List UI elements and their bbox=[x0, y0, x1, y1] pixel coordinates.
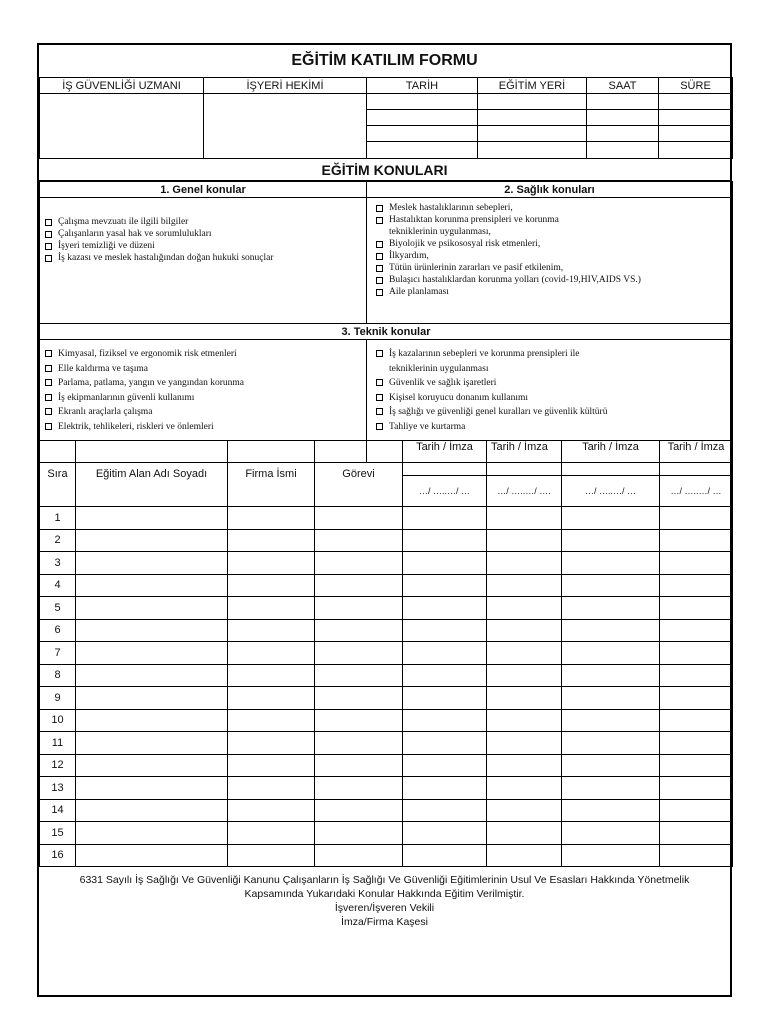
header-col-egitim-yeri: EĞİTİM YERİ bbox=[478, 78, 587, 94]
list-item: Kimyasal, fiziksel ve ergonomik risk etmenleri bbox=[40, 347, 366, 362]
col-tarih-imza-3: Tarih / İmza bbox=[562, 441, 660, 476]
topics-table bbox=[39, 181, 733, 463]
row-input-cell[interactable] bbox=[562, 552, 660, 575]
list-item: Parlama, patlama, yangın ve yangından korunma bbox=[40, 376, 366, 391]
row-input-cell[interactable] bbox=[315, 732, 403, 755]
row-input-cell[interactable] bbox=[660, 642, 733, 665]
table-row bbox=[40, 777, 733, 800]
footer-line-4: İmza/Firma Kaşesi bbox=[341, 916, 428, 928]
row-input-cell[interactable] bbox=[403, 844, 487, 867]
row-input-cell[interactable] bbox=[76, 597, 228, 620]
row-input-cell[interactable] bbox=[315, 642, 403, 665]
row-input-cell[interactable] bbox=[76, 732, 228, 755]
row-input-cell[interactable] bbox=[660, 529, 733, 552]
form-title: EĞİTİM KATILIM FORMU bbox=[39, 45, 730, 78]
row-input-cell[interactable] bbox=[487, 799, 562, 822]
row-input-cell[interactable] bbox=[487, 709, 562, 732]
list-item: Çalışma mevzuatı ile ilgili bilgiler bbox=[40, 216, 366, 228]
row-input-cell[interactable] bbox=[228, 664, 315, 687]
row-input-cell[interactable] bbox=[228, 709, 315, 732]
row-input-cell[interactable] bbox=[228, 844, 315, 867]
list-item: Meslek hastalıklarının sebepleri, bbox=[371, 202, 732, 214]
footer-line-3: İşveren/İşveren Vekili bbox=[334, 902, 435, 914]
row-number: 16 bbox=[40, 844, 76, 867]
section-saglik-body bbox=[367, 198, 733, 324]
genel-list bbox=[40, 216, 366, 264]
row-input-cell[interactable] bbox=[403, 642, 487, 665]
table-row bbox=[40, 687, 733, 710]
row-input-cell[interactable] bbox=[403, 529, 487, 552]
list-item: Ekranlı araçlarla çalışma bbox=[40, 405, 366, 420]
section-genel-body bbox=[40, 198, 367, 324]
saglik-list bbox=[367, 202, 732, 298]
row-input-cell[interactable] bbox=[660, 574, 733, 597]
date-placeholder-4[interactable]: …/ …..…/ … bbox=[660, 476, 733, 507]
row-input-cell[interactable] bbox=[315, 619, 403, 642]
attendance-table bbox=[39, 440, 733, 867]
date-placeholder-2[interactable]: …/ …..…/ …. bbox=[487, 476, 562, 507]
section-saglik-title: 2. Sağlık konuları bbox=[367, 182, 733, 198]
header-col-uzman: İŞ GÜVENLİĞİ UZMANI bbox=[40, 78, 204, 94]
form-frame bbox=[37, 43, 732, 997]
date-placeholder-3[interactable]: …/ …..…/ … bbox=[562, 476, 660, 507]
row-input-cell[interactable] bbox=[403, 507, 487, 530]
col-gorevi: Görevi bbox=[315, 441, 403, 507]
col-sira: Sıra bbox=[40, 441, 76, 507]
table-row bbox=[40, 619, 733, 642]
row-input-cell[interactable] bbox=[562, 529, 660, 552]
row-input-cell[interactable] bbox=[228, 822, 315, 845]
konular-title: EĞİTİM KONULARI bbox=[39, 158, 730, 181]
row-input-cell[interactable] bbox=[403, 687, 487, 710]
row-input-cell[interactable] bbox=[562, 687, 660, 710]
row-input-cell[interactable] bbox=[315, 687, 403, 710]
col-tarih-imza-2: Tarih / İmza bbox=[487, 441, 562, 476]
row-input-cell[interactable] bbox=[228, 777, 315, 800]
row-input-cell[interactable] bbox=[660, 597, 733, 620]
row-input-cell[interactable] bbox=[76, 754, 228, 777]
egitim-yeri-fields[interactable] bbox=[478, 94, 587, 159]
row-input-cell[interactable] bbox=[487, 642, 562, 665]
row-input-cell[interactable] bbox=[403, 822, 487, 845]
row-input-cell[interactable] bbox=[562, 642, 660, 665]
table-row bbox=[40, 552, 733, 575]
hekim-signature-field[interactable] bbox=[204, 94, 367, 159]
row-input-cell[interactable] bbox=[315, 844, 403, 867]
header-col-tarih: TARİH bbox=[367, 78, 478, 94]
row-input-cell[interactable] bbox=[76, 619, 228, 642]
row-input-cell[interactable] bbox=[228, 619, 315, 642]
row-input-cell[interactable] bbox=[403, 777, 487, 800]
table-row bbox=[40, 822, 733, 845]
row-input-cell[interactable] bbox=[315, 822, 403, 845]
row-input-cell[interactable] bbox=[315, 507, 403, 530]
row-input-cell[interactable] bbox=[76, 844, 228, 867]
table-row bbox=[40, 844, 733, 867]
row-input-cell[interactable] bbox=[660, 552, 733, 575]
table-row bbox=[40, 642, 733, 665]
row-input-cell[interactable] bbox=[76, 777, 228, 800]
list-item: Elle kaldırma ve taşıma bbox=[40, 362, 366, 377]
col-tarih-imza-1: Tarih / İmza bbox=[403, 441, 487, 476]
row-input-cell[interactable] bbox=[76, 664, 228, 687]
list-item: Tütün ürünlerinin zararları ve pasif etkilenim, bbox=[371, 262, 732, 274]
row-input-cell[interactable] bbox=[403, 732, 487, 755]
row-input-cell[interactable] bbox=[76, 822, 228, 845]
row-input-cell[interactable] bbox=[660, 687, 733, 710]
row-input-cell[interactable] bbox=[562, 844, 660, 867]
list-item-continuation: tekniklerinin uygulanması, bbox=[389, 227, 491, 237]
list-item: Biyolojik ve psikososyal risk etmenleri, bbox=[371, 238, 732, 250]
row-input-cell[interactable] bbox=[660, 709, 733, 732]
row-input-cell[interactable] bbox=[403, 664, 487, 687]
row-input-cell[interactable] bbox=[315, 709, 403, 732]
row-number: 9 bbox=[40, 687, 76, 710]
row-input-cell[interactable] bbox=[660, 754, 733, 777]
row-input-cell[interactable] bbox=[76, 507, 228, 530]
row-input-cell[interactable] bbox=[403, 709, 487, 732]
table-row bbox=[40, 709, 733, 732]
row-input-cell[interactable] bbox=[487, 507, 562, 530]
row-input-cell[interactable] bbox=[315, 777, 403, 800]
attendance-rows bbox=[40, 507, 733, 867]
row-input-cell[interactable] bbox=[660, 619, 733, 642]
footer-line-1: 6331 Sayılı İş Sağlığı Ve Güvenliği Kanunu Çalışanların İş Sağlığı Ve Güvenliği Eğitimlerinin Usul Ve Esasları Hakkında Yönetmelik bbox=[79, 874, 690, 886]
col-firma: Firma İsmi bbox=[228, 441, 315, 507]
list-item: Hastalıktan korunma prensipleri ve korunma bbox=[371, 214, 732, 226]
table-row bbox=[40, 799, 733, 822]
row-input-cell[interactable] bbox=[315, 574, 403, 597]
teknik-list-right bbox=[367, 347, 732, 434]
row-number: 2 bbox=[40, 529, 76, 552]
row-input-cell[interactable] bbox=[76, 687, 228, 710]
row-input-cell[interactable] bbox=[487, 574, 562, 597]
row-input-cell[interactable] bbox=[76, 709, 228, 732]
row-input-cell[interactable] bbox=[76, 552, 228, 575]
row-input-cell[interactable] bbox=[403, 799, 487, 822]
row-input-cell[interactable] bbox=[660, 507, 733, 530]
table-row bbox=[40, 754, 733, 777]
row-number: 15 bbox=[40, 822, 76, 845]
row-input-cell[interactable] bbox=[228, 529, 315, 552]
row-input-cell[interactable] bbox=[487, 822, 562, 845]
row-input-cell[interactable] bbox=[487, 844, 562, 867]
row-input-cell[interactable] bbox=[487, 754, 562, 777]
list-item: Kişisel koruyucu donanım kullanımı bbox=[371, 391, 732, 406]
row-input-cell[interactable] bbox=[487, 732, 562, 755]
row-input-cell[interactable] bbox=[562, 507, 660, 530]
list-item: Tahliye ve kurtarma bbox=[371, 420, 732, 435]
section-genel-title: 1. Genel konular bbox=[40, 182, 367, 198]
list-item: Aile planlaması bbox=[371, 286, 732, 298]
footer-note bbox=[39, 873, 730, 929]
table-row bbox=[40, 732, 733, 755]
row-input-cell[interactable] bbox=[315, 754, 403, 777]
row-input-cell[interactable] bbox=[487, 619, 562, 642]
row-input-cell[interactable] bbox=[403, 619, 487, 642]
row-input-cell[interactable] bbox=[660, 664, 733, 687]
saat-fields[interactable] bbox=[587, 94, 659, 159]
list-item: İş sağlığı ve güvenliği genel kuralları ve güvenlik kültürü bbox=[371, 405, 732, 420]
row-input-cell[interactable] bbox=[228, 642, 315, 665]
table-row bbox=[40, 597, 733, 620]
row-input-cell[interactable] bbox=[487, 597, 562, 620]
date-placeholder-1[interactable]: …/ …..…/ … bbox=[403, 476, 487, 507]
list-item: İş kazalarının sebepleri ve korunma prensipleri ile bbox=[371, 347, 732, 362]
row-input-cell[interactable] bbox=[228, 597, 315, 620]
row-input-cell[interactable] bbox=[487, 529, 562, 552]
row-input-cell[interactable] bbox=[315, 664, 403, 687]
row-number: 5 bbox=[40, 597, 76, 620]
teknik-list-left bbox=[40, 347, 366, 434]
row-input-cell[interactable] bbox=[228, 507, 315, 530]
row-input-cell[interactable] bbox=[76, 799, 228, 822]
header-col-sure: SÜRE bbox=[659, 78, 733, 94]
row-input-cell[interactable] bbox=[403, 552, 487, 575]
row-input-cell[interactable] bbox=[562, 754, 660, 777]
list-item: Güvenlik ve sağlık işaretleri bbox=[371, 376, 732, 391]
row-input-cell[interactable] bbox=[660, 799, 733, 822]
row-input-cell[interactable] bbox=[315, 529, 403, 552]
row-input-cell[interactable] bbox=[76, 642, 228, 665]
list-item: İş kazası ve meslek hastalığından doğan hukuki sonuçlar bbox=[40, 252, 366, 264]
row-number: 8 bbox=[40, 664, 76, 687]
footer-line-2: Kapsamında Yukarıdaki Konular Hakkında Eğitim Verilmiştir. bbox=[244, 888, 525, 900]
table-row bbox=[40, 529, 733, 552]
row-number: 10 bbox=[40, 709, 76, 732]
row-input-cell[interactable] bbox=[228, 732, 315, 755]
row-input-cell[interactable] bbox=[562, 574, 660, 597]
col-name: Eğitim Alan Adı Soyadı bbox=[76, 441, 228, 507]
row-input-cell[interactable] bbox=[660, 844, 733, 867]
sure-fields[interactable] bbox=[659, 94, 733, 159]
row-input-cell[interactable] bbox=[315, 597, 403, 620]
row-number: 3 bbox=[40, 552, 76, 575]
row-input-cell[interactable] bbox=[228, 552, 315, 575]
row-input-cell[interactable] bbox=[403, 574, 487, 597]
list-item: İş ekipmanlarının güvenli kullanımı bbox=[40, 391, 366, 406]
uzman-signature-field[interactable] bbox=[40, 94, 204, 159]
row-number: 14 bbox=[40, 799, 76, 822]
header-table bbox=[39, 77, 733, 159]
header-col-hekim: İŞYERİ HEKİMİ bbox=[204, 78, 367, 94]
row-input-cell[interactable] bbox=[228, 799, 315, 822]
section-teknik-title: 3. Teknik konular bbox=[40, 324, 733, 340]
row-input-cell[interactable] bbox=[403, 597, 487, 620]
row-input-cell[interactable] bbox=[228, 687, 315, 710]
row-input-cell[interactable] bbox=[660, 777, 733, 800]
row-input-cell[interactable] bbox=[76, 574, 228, 597]
row-input-cell[interactable] bbox=[403, 754, 487, 777]
row-input-cell[interactable] bbox=[487, 552, 562, 575]
row-input-cell[interactable] bbox=[562, 777, 660, 800]
row-input-cell[interactable] bbox=[562, 822, 660, 845]
row-input-cell[interactable] bbox=[228, 754, 315, 777]
tarih-fields[interactable] bbox=[367, 94, 478, 159]
row-input-cell[interactable] bbox=[660, 822, 733, 845]
row-input-cell[interactable] bbox=[562, 619, 660, 642]
row-input-cell[interactable] bbox=[487, 664, 562, 687]
list-item-continuation: tekniklerinin uygulanması bbox=[389, 363, 489, 374]
row-input-cell[interactable] bbox=[562, 799, 660, 822]
table-row bbox=[40, 664, 733, 687]
row-number: 4 bbox=[40, 574, 76, 597]
col-tarih-imza-4: Tarih / İmza bbox=[660, 441, 733, 476]
row-input-cell[interactable] bbox=[487, 687, 562, 710]
row-input-cell[interactable] bbox=[562, 664, 660, 687]
table-row bbox=[40, 507, 733, 530]
list-item: Bulaşıcı hastalıklardan korunma yolları (covid-19,HIV,AIDS VS.) bbox=[371, 274, 732, 286]
table-row bbox=[40, 574, 733, 597]
row-input-cell[interactable] bbox=[660, 732, 733, 755]
row-input-cell[interactable] bbox=[562, 732, 660, 755]
row-number: 13 bbox=[40, 777, 76, 800]
list-item: İşyeri temizliği ve düzeni bbox=[40, 240, 366, 252]
row-number: 7 bbox=[40, 642, 76, 665]
row-input-cell[interactable] bbox=[76, 529, 228, 552]
row-number: 6 bbox=[40, 619, 76, 642]
row-input-cell[interactable] bbox=[562, 709, 660, 732]
row-number: 1 bbox=[40, 507, 76, 530]
list-item: Çalışanların yasal hak ve sorumlulukları bbox=[40, 228, 366, 240]
row-input-cell[interactable] bbox=[315, 552, 403, 575]
row-input-cell[interactable] bbox=[487, 777, 562, 800]
list-item: Elektrik, tehlikeleri, riskleri ve önlemleri bbox=[40, 420, 366, 435]
row-number: 12 bbox=[40, 754, 76, 777]
row-input-cell[interactable] bbox=[315, 799, 403, 822]
row-input-cell[interactable] bbox=[562, 597, 660, 620]
list-item: İlkyardım, bbox=[371, 250, 732, 262]
header-col-saat: SAAT bbox=[587, 78, 659, 94]
row-input-cell[interactable] bbox=[228, 574, 315, 597]
row-number: 11 bbox=[40, 732, 76, 755]
